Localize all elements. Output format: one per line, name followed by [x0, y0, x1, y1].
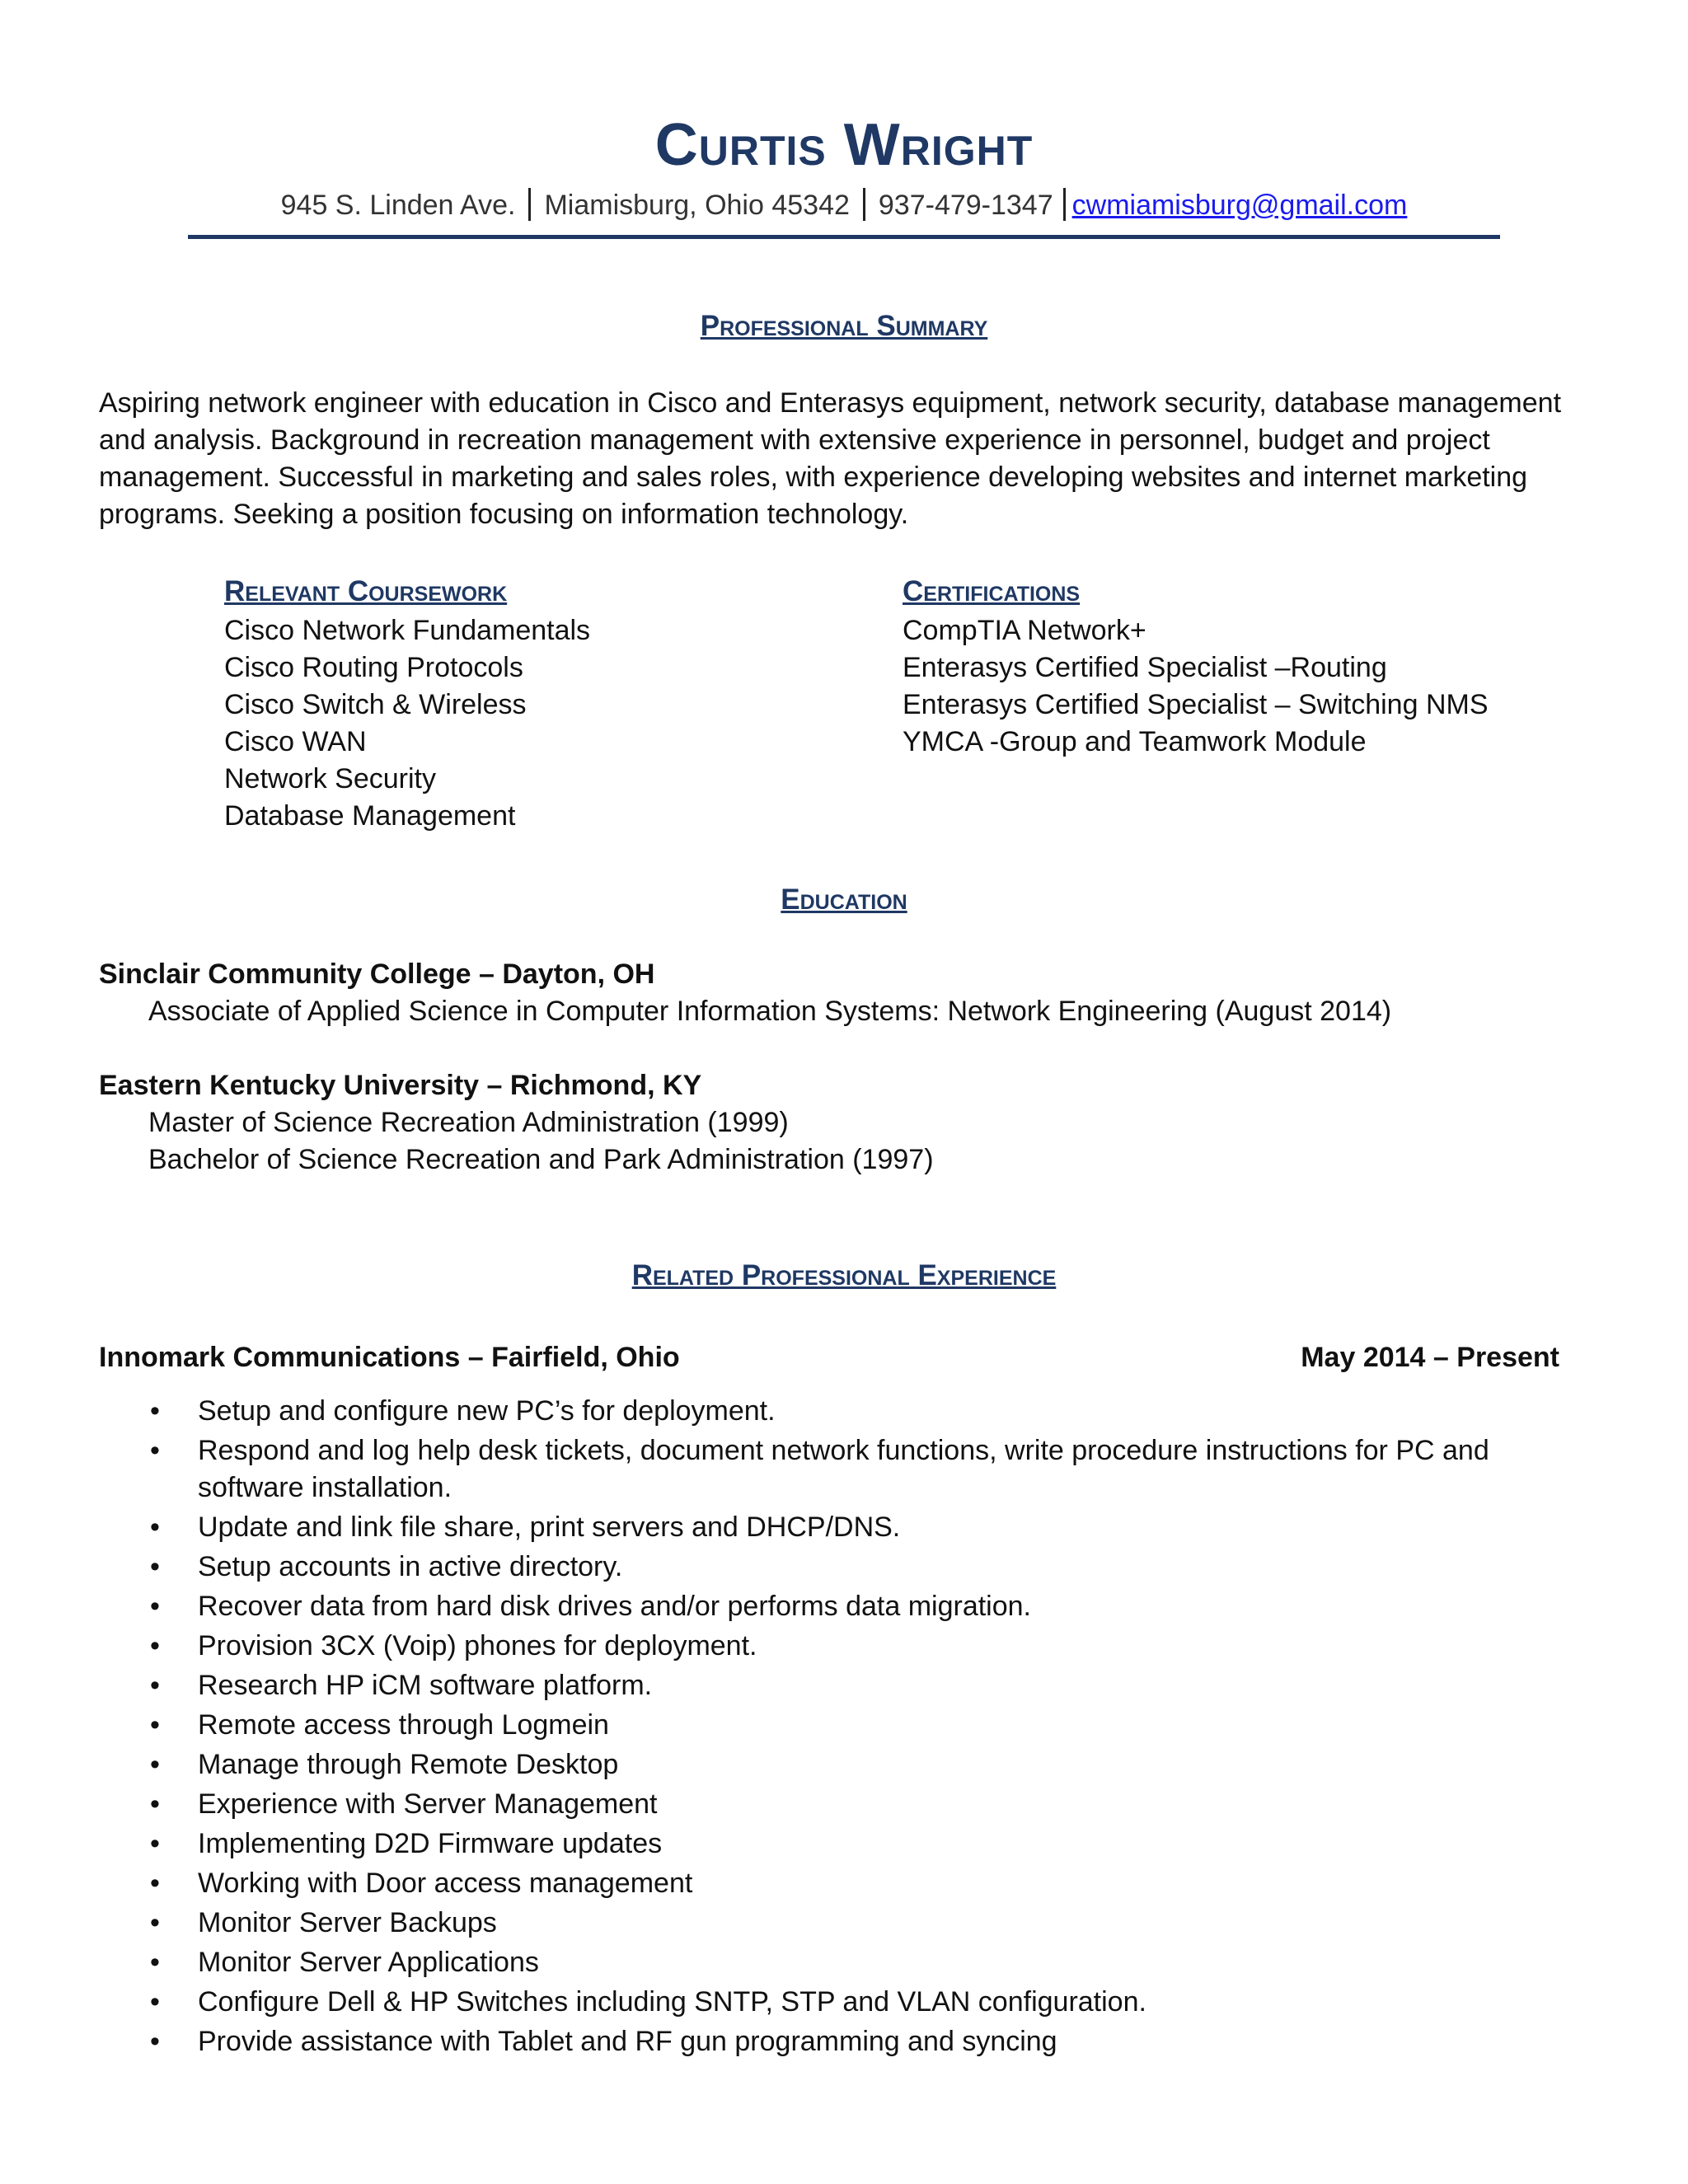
coursework-heading: Relevant Coursework: [224, 575, 508, 607]
list-item: Database Management: [224, 800, 516, 832]
bullet-text: Monitor Server Applications: [198, 1947, 539, 1978]
list-item: [99, 1628, 1533, 1665]
certifications-list: [903, 612, 1489, 761]
contact-address: 945 S. Linden Ave.: [280, 190, 516, 221]
bullet-text: Recover data from hard disk drives and/or performs data migration.: [198, 1591, 1032, 1622]
bullet-glyph: •: [150, 1947, 160, 1978]
bullet-glyph: •: [150, 1788, 160, 1820]
list-item: Cisco Switch & Wireless: [224, 689, 527, 720]
contact-city: Miamisburg, Ohio 45342: [544, 190, 850, 221]
bullet-glyph: •: [150, 2026, 160, 2057]
bullet-glyph: •: [150, 1986, 160, 2018]
bullet-glyph: •: [150, 1511, 160, 1543]
employer-name: Innomark Communications – Fairfield, Ohio: [99, 1342, 680, 1373]
candidate-name: Curtis Wright: [654, 112, 1034, 178]
bullet-text: Configure Dell & HP Switches including SNTP, STP and VLAN configuration.: [198, 1986, 1146, 2018]
degree: Master of Science Recreation Administration (1999): [148, 1107, 789, 1138]
school-name: Eastern Kentucky University – Richmond, KY: [99, 1070, 702, 1101]
bullet-glyph: •: [150, 1591, 160, 1622]
bullet-text: Provide assistance with Tablet and RF gun programming and syncing: [198, 2026, 1057, 2057]
list-item: [99, 1905, 1533, 1942]
bullet-text: Provision 3CX (Voip) phones for deployment.: [198, 1630, 757, 1661]
bullet-glyph: •: [150, 1907, 160, 1938]
certifications-column: [903, 571, 1489, 761]
bullet-glyph: •: [150, 1749, 160, 1780]
list-item: [99, 1667, 1533, 1704]
list-item: Cisco Routing Protocols: [224, 652, 523, 683]
bullet-text: Manage through Remote Desktop: [198, 1749, 619, 1780]
bullet-text: Monitor Server Backups: [198, 1907, 497, 1938]
summary-heading: Professional Summary: [700, 310, 988, 342]
list-item: Enterasys Certified Specialist –Routing: [903, 652, 1387, 683]
bullet-glyph: •: [150, 1551, 160, 1582]
list-item: CompTIA Network+: [903, 615, 1146, 646]
bullet-text: Setup accounts in active directory.: [198, 1551, 623, 1582]
school-name: Sinclair Community College – Dayton, OH: [99, 958, 655, 990]
certifications-heading: Certifications: [903, 575, 1081, 607]
bullet-text: Respond and log help desk tickets, document network functions, write procedure instructions for PC and software installation.: [198, 1435, 1489, 1503]
bullet-glyph: •: [150, 1709, 160, 1741]
list-item: [99, 1746, 1533, 1783]
list-item: [99, 1393, 1533, 1430]
contact-separator: [863, 188, 865, 221]
bullet-glyph: •: [150, 1828, 160, 1859]
bullet-text: Working with Door access management: [198, 1868, 693, 1899]
bullet-text: Implementing D2D Firmware updates: [198, 1828, 663, 1859]
coursework-list: [224, 612, 590, 835]
bullet-text: Experience with Server Management: [198, 1788, 658, 1820]
list-item: [99, 2023, 1533, 2060]
employment-dates: May 2014 – Present: [1301, 1342, 1559, 1373]
contact-line: [0, 185, 1688, 226]
degree: Bachelor of Science Recreation and Park Administration (1997): [148, 1144, 934, 1175]
list-item: [99, 1509, 1533, 1546]
list-item: [99, 1432, 1533, 1507]
list-item: YMCA -Group and Teamwork Module: [903, 726, 1367, 757]
degree: Associate of Applied Science in Computer Information Systems: Network Engineering (August 2014): [148, 996, 1392, 1027]
header-divider: [188, 235, 1500, 239]
list-item: [99, 1984, 1533, 2021]
experience-heading: Related Professional Experience: [631, 1259, 1057, 1291]
list-item: [99, 1786, 1533, 1823]
coursework-column: [224, 571, 590, 835]
education-entry: [99, 956, 1582, 1030]
bullet-glyph: •: [150, 1395, 160, 1427]
bullet-text: Setup and configure new PC’s for deployment.: [198, 1395, 776, 1427]
experience-bullets: [99, 1393, 1533, 2063]
bullet-text: Update and link file share, print servers and DHCP/DNS.: [198, 1511, 901, 1543]
job-header: [99, 1339, 1559, 1376]
bullet-text: Research HP iCM software platform.: [198, 1670, 653, 1701]
contact-separator: [1063, 188, 1066, 221]
list-item: Cisco WAN: [224, 726, 367, 757]
list-item: [99, 1865, 1533, 1902]
list-item: Cisco Network Fundamentals: [224, 615, 591, 646]
bullet-glyph: •: [150, 1670, 160, 1701]
bullet-glyph: •: [150, 1435, 160, 1466]
list-item: Enterasys Certified Specialist – Switching NMS: [903, 689, 1489, 720]
bullet-text: Remote access through Logmein: [198, 1709, 609, 1741]
summary-text: Aspiring network engineer with education in Cisco and Enterasys equipment, network security, database management and analysis. Background in recreation management with extensive experience in personnel, budget and project management. Successful in marketing and sales roles, with experience developing websites and internet marketing programs. Seeking a position focusing on information technology.: [99, 387, 1562, 530]
list-item: [99, 1944, 1533, 1981]
list-item: [99, 1707, 1533, 1744]
list-item: Network Security: [224, 763, 436, 794]
contact-separator: [528, 188, 531, 221]
education-entry: [99, 1067, 1582, 1179]
education-heading: Education: [781, 883, 907, 916]
bullet-glyph: •: [150, 1868, 160, 1899]
contact-phone: 937-479-1347: [878, 190, 1053, 221]
list-item: [99, 1588, 1533, 1625]
list-item: [99, 1549, 1533, 1586]
bullet-glyph: •: [150, 1630, 160, 1661]
email-link[interactable]: cwmiamisburg@gmail.com: [1071, 190, 1408, 221]
list-item: [99, 1825, 1533, 1863]
